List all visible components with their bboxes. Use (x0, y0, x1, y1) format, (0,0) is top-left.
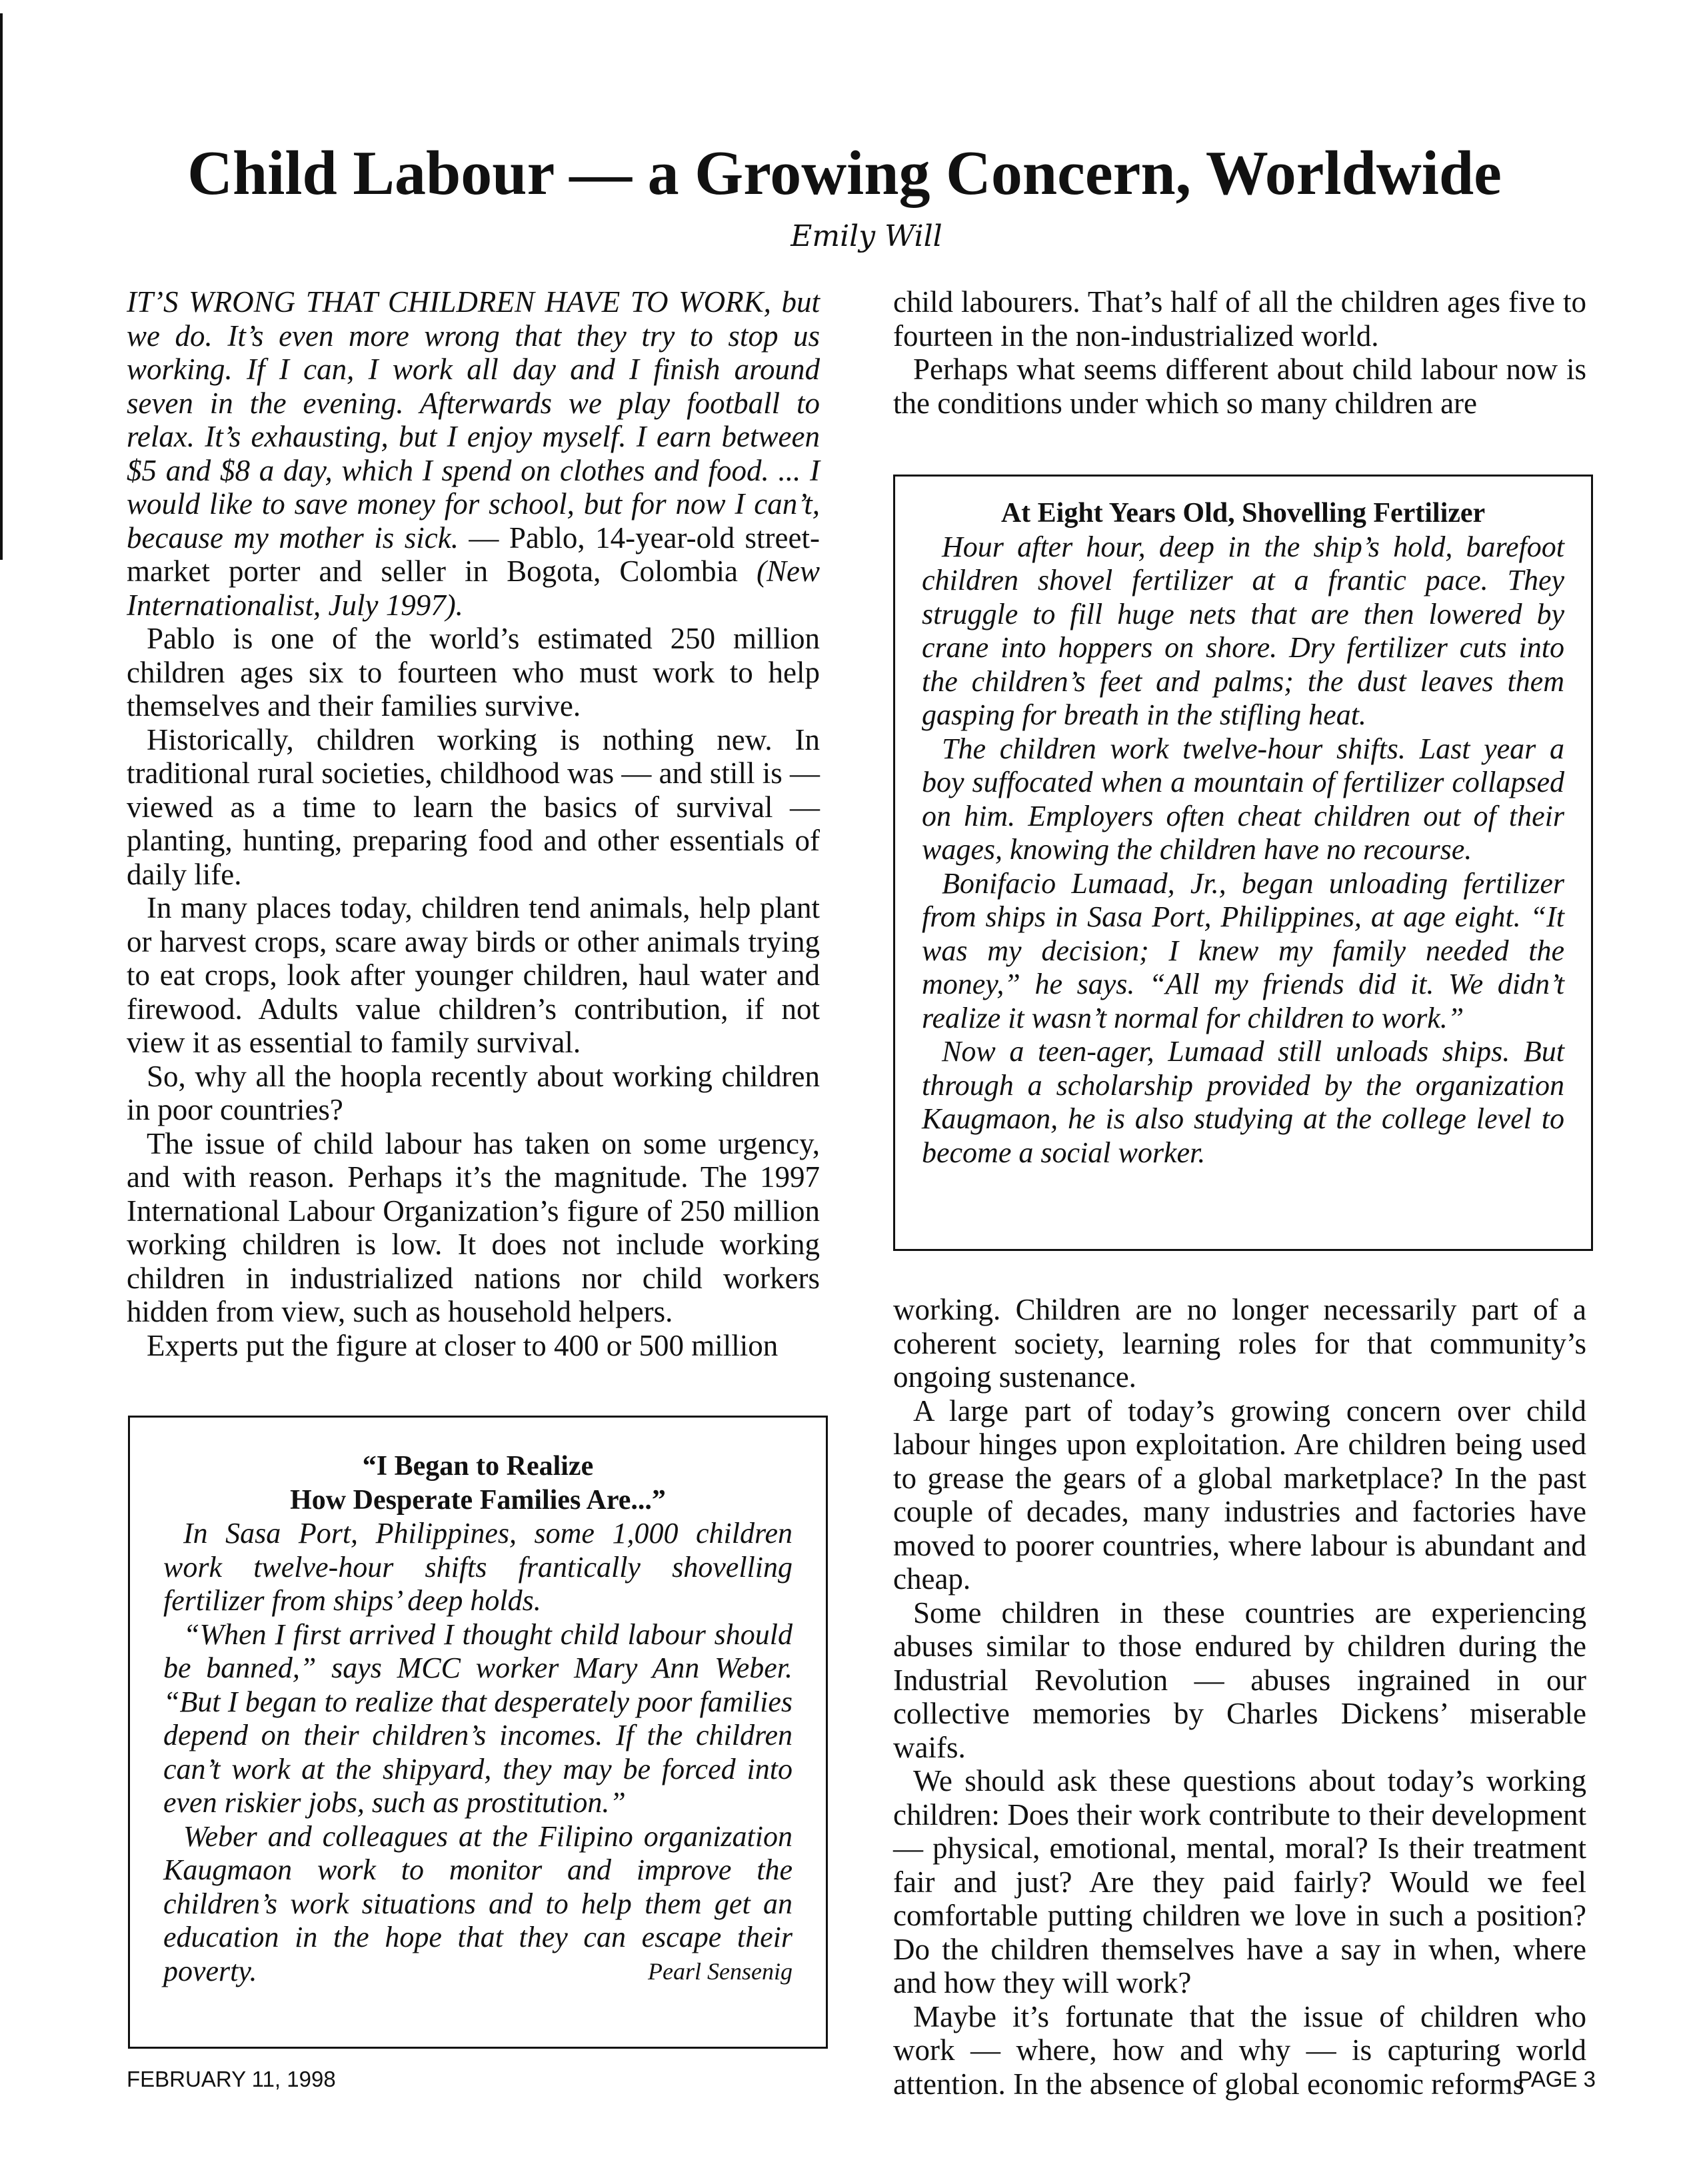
left-column (127, 285, 820, 1362)
right-column-top (893, 285, 1586, 420)
intro-attribution: — Pablo, 14-year-old street-market porter and seller in Bogota, Colombia (127, 521, 820, 588)
article-author: Emily Will (791, 219, 942, 253)
footer-page-number: PAGE 3 (1518, 2067, 1596, 2091)
body-paragraph: We should ask these questions about today’s working children: Does their work contribute to their development — physical, emotional, mental, moral? Is their treatment fair and just? Are they paid fairly? Would we feel comfortable putting children we love in such a position? Do the children themselves have a say in when, where and how they will work? (893, 1764, 1586, 1999)
body-paragraph: Experts put the figure at closer to 400 or 500 million (147, 1328, 779, 1362)
sidebar-fertilizer-heading: At Eight Years Old, Shovelling Fertilizer (1000, 498, 1486, 529)
sidebar-families-paragraph: In Sasa Port, Philippines, some 1,000 children work twelve-hour shifts frantically shovelling fertilizer from ships’ deep holds. (163, 1517, 793, 1617)
body-paragraph: So, why all the hoopla recently about working children in poor countries? (127, 1059, 820, 1126)
body-paragraph: The issue of child labour has taken on some urgency, and with reason. Perhaps it’s the magnitude. The 1997 International Labour Organization’s figure of 250 million working children is low. It does not include working children in industrialized nations nor child workers hidden from view, such as household helpers. (127, 1126, 820, 1328)
right-column-bottom (893, 1293, 1586, 2101)
body-paragraph: Pablo is one of the world’s estimated 250 million children ages six to fourteen who must work to help themselves and their families survive. (127, 622, 820, 722)
page-edge-rule (0, 13, 3, 560)
article-title: Child Labour — a Growing Concern, Worldwide (187, 139, 1502, 208)
body-paragraph: Historically, children working is nothing new. In traditional rural societies, childhood was — and still is — viewed as a time to learn the basics of survival — planting, hunting, preparing food and other essentials of daily life. (127, 722, 820, 891)
sidebar-families-heading-line2: How Desperate Families Are...” (290, 1484, 666, 1516)
sidebar-families-box (128, 1416, 828, 2049)
body-paragraph: Maybe it’s fortunate that the issue of children who work — where, how and why — is capturing world attention. In the absence of global economic reforms (893, 1999, 1586, 2101)
sidebar-fertilizer-paragraph: The children work twelve-hour shifts. Last year a boy suffocated when a mountain of fertilizer collapsed on him. Employers often cheat children out of their wages, knowing the children have no recourse. (922, 732, 1564, 866)
sidebar-families-text: Weber and colleagues at the Filipino organization Kaugmaon work to monitor and improve the children’s work situations and to help them get an education in the hope that they can escape their poverty. (163, 1819, 793, 1987)
sidebar-fertilizer-paragraph: Hour after hour, deep in the ship’s hold, barefoot children shovel fertilizer at a frantic pace. They struggle to fill huge nets that are then lowered by crane into hoppers on shore. Dry fertilizer cuts into the children’s feet and palms; the dust leaves them gasping for breath in the stifling heat. (922, 530, 1564, 731)
sidebar-families-heading-line1: “I Began to Realize (362, 1451, 594, 1482)
body-paragraph: A large part of today’s growing concern over child labour hinges upon exploitation. Are children being used to grease the gears of a global marketplace? In the past couple of decades, many industries and factories have moved to poorer countries, where labour is abundant and cheap. (893, 1394, 1586, 1596)
sidebar-fertilizer-paragraph: Bonifacio Lumaad, Jr., began unloading fertilizer from ships in Sasa Port, Philippines, at age eight. “It was my decision; I knew my family needed the money,” he says. “All my friends did it. We didn’t realize it wasn’t normal for children to work.” (922, 866, 1564, 1034)
footer-date: FEBRUARY 11, 1998 (127, 2067, 336, 2091)
body-paragraph: In many places today, children tend animals, help plant or harvest crops, scare away birds or other animals trying to eat crops, look after younger children, haul water and firewood. Adults value children’s contribution, if not view it as essential to family survival. (127, 891, 820, 1059)
sidebar-families-credit: Pearl Sensenig (648, 1957, 793, 1985)
sidebar-families-paragraph-last (163, 1820, 793, 1989)
sidebar-fertilizer-box (893, 475, 1593, 1251)
sidebar-families-paragraph: “When I first arrived I thought child labour should be banned,” says MCC worker Mary Ann Weber. “But I began to realize that desperately poor families depend on their children’s incomes. If the children can’t work at the shipyard, they may be forced into even riskier jobs, such as prostitution.” (163, 1618, 793, 1819)
intro-source: (New Internationalist, July 1997). (127, 554, 820, 622)
sidebar-fertilizer-paragraph: Now a teen-ager, Lumaad still unloads ships. But through a scholarship provided by the organization Kaugmaon, he is also studying at the college level to become a social worker. (922, 1035, 1564, 1169)
body-paragraph: Perhaps what seems different about child labour now is the conditions under which so many children are (893, 353, 1586, 420)
body-paragraph: working. Children are no longer necessarily part of a coherent society, learning roles for that community’s ongoing sustenance. (893, 1293, 1586, 1394)
intro-quote-paragraph (127, 285, 820, 622)
body-paragraph: Some children in these countries are experiencing abuses similar to those endured by children during the Industrial Revolution — abuses ingrained in our collective memories by Charles Dickens’ miserable waifs. (893, 1596, 1586, 1764)
intro-quote: IT’S WRONG THAT CHILDREN HAVE TO WORK, but we do. It’s even more wrong that they try to stop us working. If I can, I work all day and I finish around seven in the evening. Afterwards we play football to relax. It’s exhausting, but I enjoy myself. I earn between $5 and $8 a day, which I spend on clothes and food. ... I would like to save money for school, but for now I can’t, because my mother is sick. (127, 285, 820, 554)
body-paragraph: child labourers. That’s half of all the children ages five to fourteen in the non-industrialized world. (893, 285, 1586, 353)
